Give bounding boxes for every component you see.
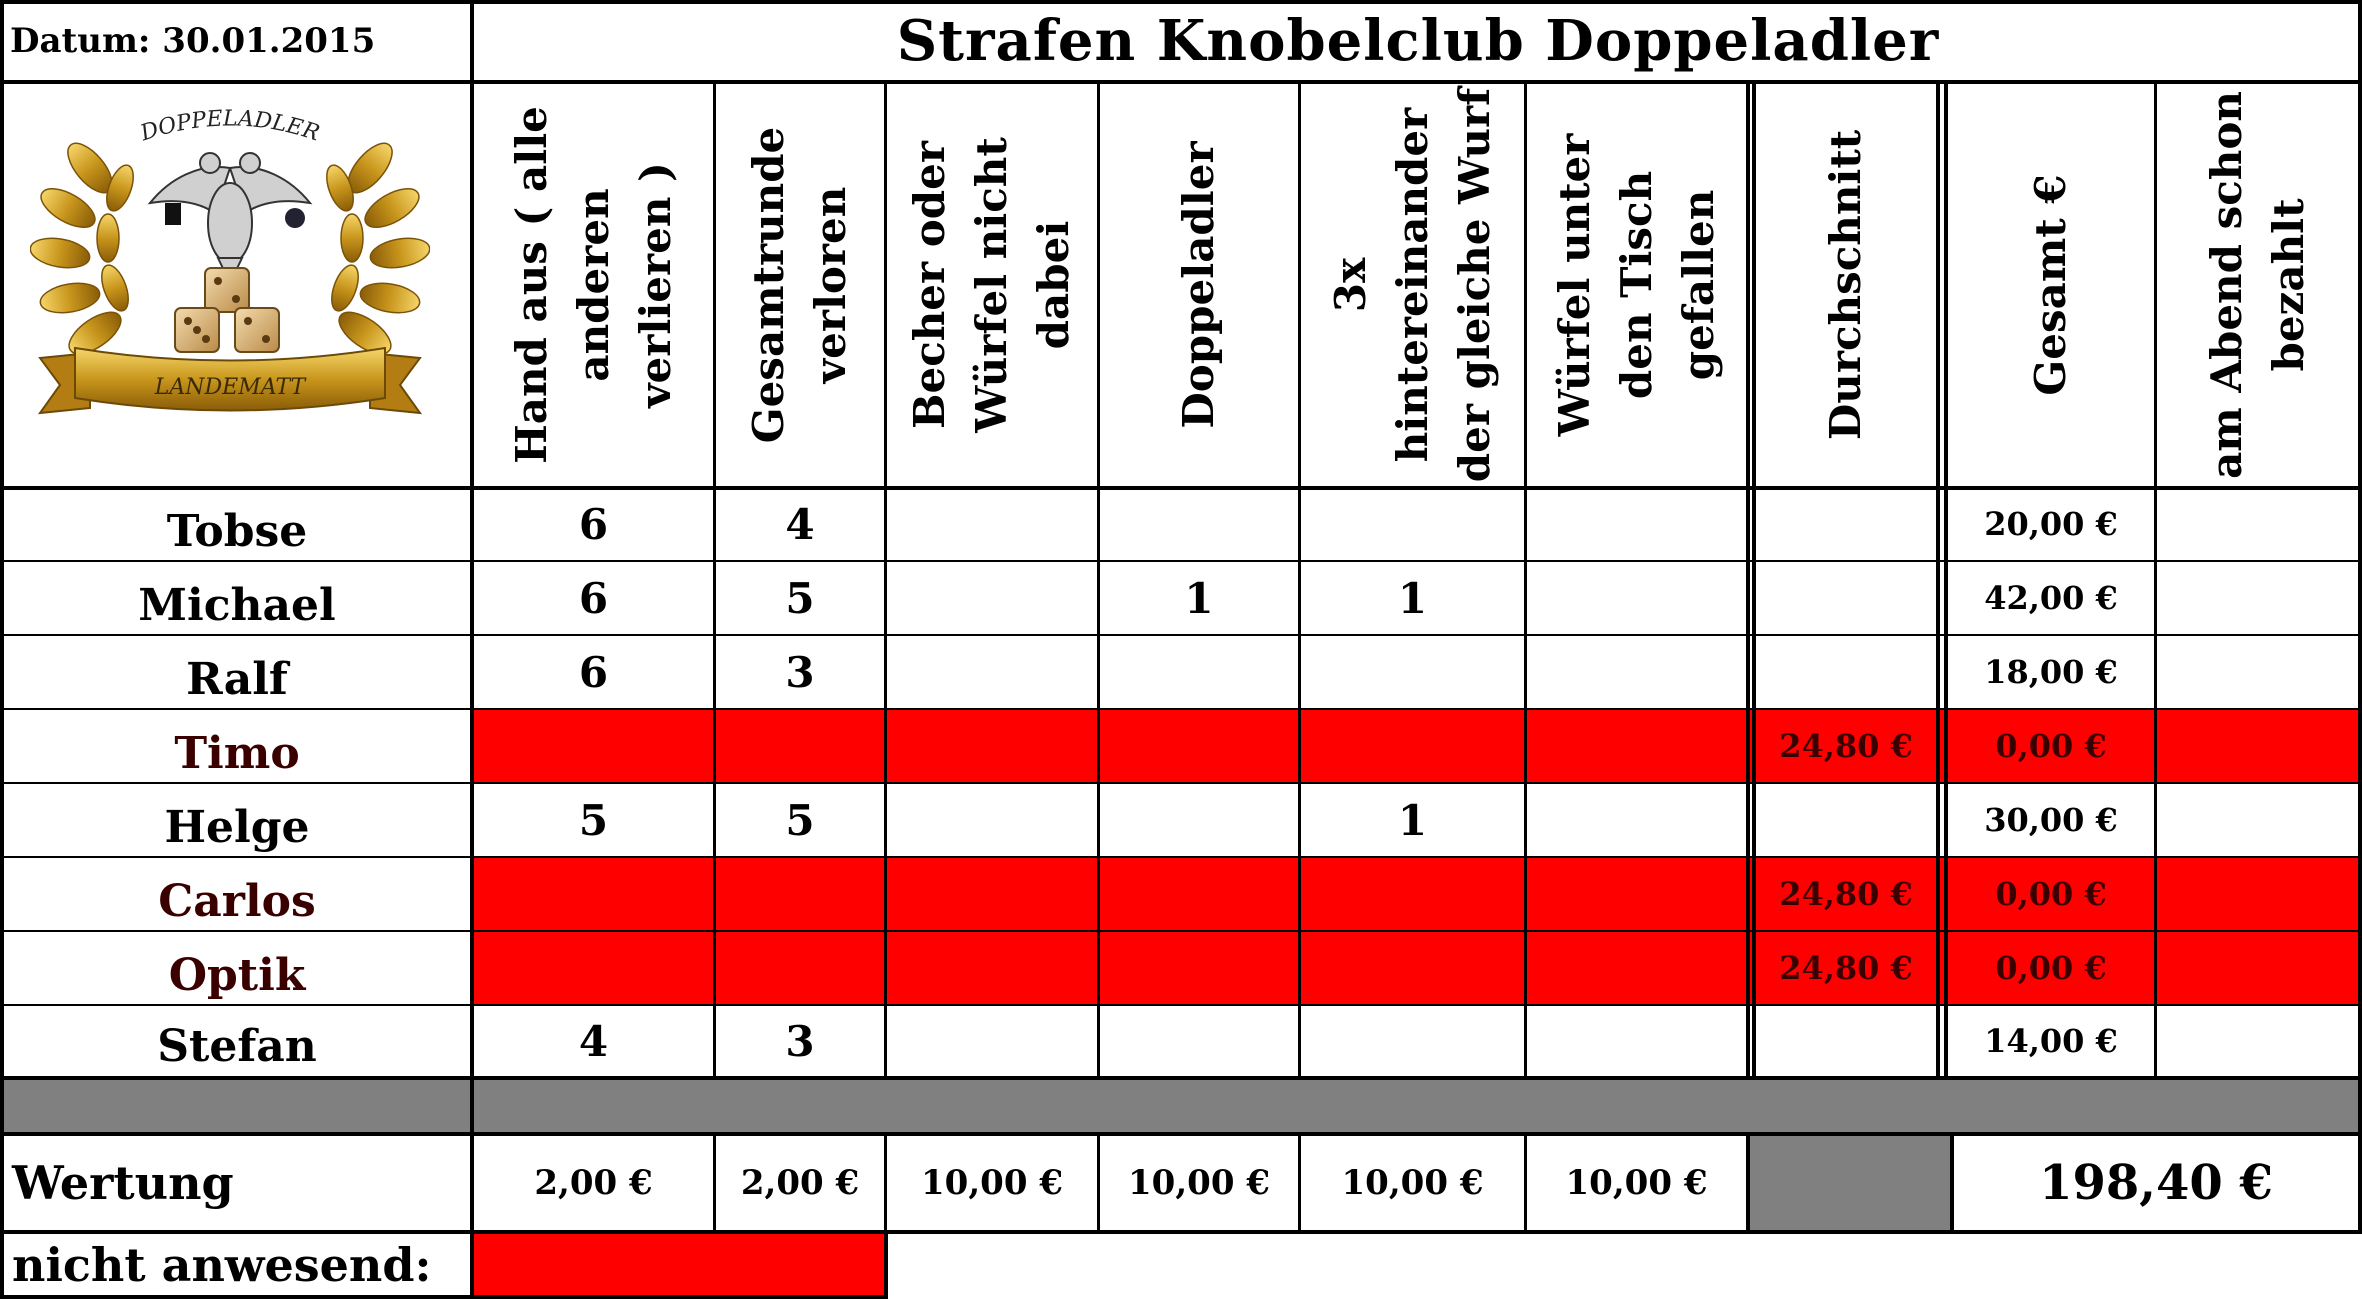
legend-absent-swatch <box>474 1233 886 1297</box>
cell-becher <box>887 562 1097 634</box>
cell-wuerfel-tisch <box>1527 636 1746 708</box>
wertung-doppeladler: 10,00 € <box>1128 1163 1270 1203</box>
cell-bezahlt <box>2157 710 2358 782</box>
legend-absent-label: nicht anwesend: <box>12 1238 432 1292</box>
player-name: Michael <box>138 579 336 631</box>
col-header-doppeladler: Doppeladler <box>1174 141 1223 429</box>
player-name: Helge <box>164 801 310 853</box>
cell-bezahlt <box>2157 858 2358 930</box>
cell-gesamtrunde: 3 <box>785 647 815 697</box>
player-name: Timo <box>174 727 300 779</box>
separator-band <box>0 1079 2362 1133</box>
cell-3x-wurf <box>1301 636 1524 708</box>
logo-top-text: DOPPELADLER <box>137 108 323 147</box>
player-name: Optik <box>168 949 306 1001</box>
cell-gesamt: 42,00 € <box>1984 579 2118 617</box>
cell-doppeladler <box>1100 784 1298 856</box>
cell-bezahlt <box>2157 932 2358 1004</box>
col-header-bezahlt: am Abend schon bezahlt <box>2201 91 2313 479</box>
cell-bezahlt <box>2157 636 2358 708</box>
cell-durchschnitt: 24,80 € <box>1779 875 1913 913</box>
col-header-gesamtrunde: Gesamtrunde verloren <box>744 126 855 444</box>
col-header-gesamt: Gesamt € <box>2026 174 2075 396</box>
cell-wuerfel-tisch <box>1527 710 1746 782</box>
player-name: Stefan <box>157 1020 317 1072</box>
cell-durchschnitt <box>1756 1006 1936 1076</box>
player-name: Ralf <box>186 653 288 705</box>
cell-gesamtrunde: 5 <box>785 795 815 845</box>
cell-hand-aus <box>474 710 713 782</box>
cell-3x-wurf <box>1301 488 1524 560</box>
cell-doppeladler: 1 <box>1184 573 1214 623</box>
club-logo <box>30 108 430 458</box>
cell-gesamt: 18,00 € <box>1984 653 2118 691</box>
cell-gesamtrunde: 5 <box>785 573 815 623</box>
wertung-wuerfel-tisch: 10,00 € <box>1565 1163 1708 1203</box>
wertung-label: Wertung <box>12 1156 234 1210</box>
cell-gesamtrunde <box>716 858 884 930</box>
cell-gesamtrunde: 4 <box>785 499 815 549</box>
wertung-hand-aus: 2,00 € <box>534 1163 653 1203</box>
cell-gesamt: 20,00 € <box>1984 505 2118 543</box>
cell-durchschnitt <box>1756 562 1936 634</box>
cell-gesamtrunde: 3 <box>785 1016 815 1066</box>
cell-doppeladler <box>1100 1006 1298 1076</box>
cell-doppeladler <box>1100 710 1298 782</box>
wertung-3x-wurf: 10,00 € <box>1341 1163 1484 1203</box>
cell-3x-wurf: 1 <box>1397 795 1428 845</box>
cell-wuerfel-tisch <box>1527 488 1746 560</box>
col-header-3x-wurf: 3x hintereinander der gleiche Wurf <box>1325 87 1499 483</box>
cell-bezahlt <box>2157 784 2358 856</box>
cell-bezahlt <box>2157 1006 2358 1076</box>
cell-wuerfel-tisch <box>1527 562 1746 634</box>
col-header-wuerfel-tisch: Würfel unter den Tisch gefallen <box>1549 133 1723 437</box>
cell-gesamt: 0,00 € <box>1995 727 2107 765</box>
cell-becher <box>887 1006 1097 1076</box>
cell-gesamt: 30,00 € <box>1984 801 2118 839</box>
col-header-becher: Becher oder Würfel nicht dabei <box>905 137 1078 433</box>
cell-3x-wurf <box>1301 1006 1524 1076</box>
cell-3x-wurf <box>1301 710 1524 782</box>
total-sum: 198,40 € <box>2039 1155 2273 1211</box>
cell-gesamt: 14,00 € <box>1984 1022 2118 1060</box>
cell-doppeladler <box>1100 858 1298 930</box>
wertung-durchschnitt-gray <box>1748 1136 1952 1232</box>
cell-doppeladler <box>1100 488 1298 560</box>
cell-doppeladler <box>1100 932 1298 1004</box>
cell-wuerfel-tisch <box>1527 858 1746 930</box>
cell-hand-aus: 6 <box>578 647 609 697</box>
cell-hand-aus: 6 <box>578 573 609 623</box>
cell-3x-wurf <box>1301 932 1524 1004</box>
cell-durchschnitt: 24,80 € <box>1779 949 1913 987</box>
cell-bezahlt <box>2157 488 2358 560</box>
cell-becher <box>887 710 1097 782</box>
wertung-gesamtrunde: 2,00 € <box>740 1163 860 1203</box>
cell-hand-aus: 5 <box>578 795 609 845</box>
cell-becher <box>887 784 1097 856</box>
player-name: Tobse <box>166 505 308 557</box>
date-label: Datum: 30.01.2015 <box>10 21 376 61</box>
cell-durchschnitt <box>1756 636 1936 708</box>
cell-3x-wurf <box>1301 858 1524 930</box>
cell-becher <box>887 932 1097 1004</box>
cell-wuerfel-tisch <box>1527 932 1746 1004</box>
wertung-becher: 10,00 € <box>921 1163 1063 1203</box>
player-name: Carlos <box>158 875 316 927</box>
cell-becher <box>887 636 1097 708</box>
cell-gesamtrunde <box>716 932 884 1004</box>
cell-hand-aus <box>474 858 713 930</box>
cell-durchschnitt <box>1756 488 1936 560</box>
cell-3x-wurf: 1 <box>1397 573 1428 623</box>
cell-gesamtrunde <box>716 710 884 782</box>
cell-hand-aus: 6 <box>578 499 609 549</box>
cell-durchschnitt: 24,80 € <box>1779 727 1913 765</box>
page-title: Strafen Knobelclub Doppeladler <box>896 8 1940 74</box>
cell-wuerfel-tisch <box>1527 784 1746 856</box>
cell-gesamt: 0,00 € <box>1995 949 2107 987</box>
cell-becher <box>887 488 1097 560</box>
cell-wuerfel-tisch <box>1527 1006 1746 1076</box>
cell-durchschnitt <box>1756 784 1936 856</box>
cell-bezahlt <box>2157 562 2358 634</box>
cell-gesamt: 0,00 € <box>1995 875 2107 913</box>
cell-hand-aus <box>474 932 713 1004</box>
cell-hand-aus: 4 <box>578 1016 609 1066</box>
col-header-hand-aus: Hand aus ( alle anderen verlieren ) <box>506 106 680 464</box>
logo-bottom-text: LANDEMATT <box>154 375 306 400</box>
cell-doppeladler <box>1100 636 1298 708</box>
cell-becher <box>887 858 1097 930</box>
col-header-durchschnitt: Durchschnitt <box>1821 129 1870 441</box>
